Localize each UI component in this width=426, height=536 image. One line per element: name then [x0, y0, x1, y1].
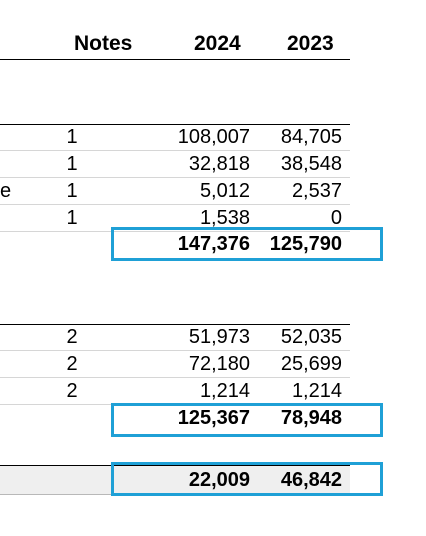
value-2024: 5,012 [199, 180, 250, 202]
row-note: 1 [66, 126, 78, 148]
row-note: 2 [66, 326, 78, 348]
total-highlight-box [111, 227, 383, 261]
header-rule [0, 59, 350, 60]
value-2024: 1,214 [199, 380, 250, 402]
net-2024: 22,009 [188, 469, 250, 491]
total-highlight-box [111, 403, 383, 437]
total-2024: 147,376 [177, 233, 250, 255]
row-divider [0, 177, 350, 178]
total-2023: 125,790 [269, 233, 342, 255]
header-2024: 2024 [194, 32, 241, 55]
total-2023: 78,948 [280, 407, 342, 429]
truncated-row-label: e [0, 180, 12, 202]
total-2024: 125,367 [177, 407, 250, 429]
value-2023: 0 [330, 207, 342, 229]
value-2023: 1,214 [291, 380, 342, 402]
value-2024: 51,973 [188, 326, 250, 348]
row-divider [0, 377, 350, 378]
value-2024: 32,818 [188, 153, 250, 175]
value-2023: 2,537 [291, 180, 342, 202]
row-note: 1 [66, 207, 78, 229]
row-note: 2 [66, 353, 78, 375]
value-2023: 25,699 [280, 353, 342, 375]
value-2023: 84,705 [280, 126, 342, 148]
header-notes: Notes [74, 32, 133, 55]
row-note: 1 [66, 153, 78, 175]
section1-top-rule [0, 124, 350, 125]
section2-top-rule [0, 324, 350, 325]
value-2024: 108,007 [177, 126, 250, 148]
row-divider [0, 150, 350, 151]
net-2023: 46,842 [280, 469, 342, 491]
row-note: 2 [66, 380, 78, 402]
net-highlight-box [111, 462, 383, 496]
header-2023: 2023 [287, 32, 334, 55]
row-note: 1 [66, 180, 78, 202]
value-2024: 72,180 [188, 353, 250, 375]
value-2023: 52,035 [280, 326, 342, 348]
row-divider [0, 204, 350, 205]
row-divider [0, 350, 350, 351]
value-2024: 1,538 [199, 207, 250, 229]
value-2023: 38,548 [280, 153, 342, 175]
